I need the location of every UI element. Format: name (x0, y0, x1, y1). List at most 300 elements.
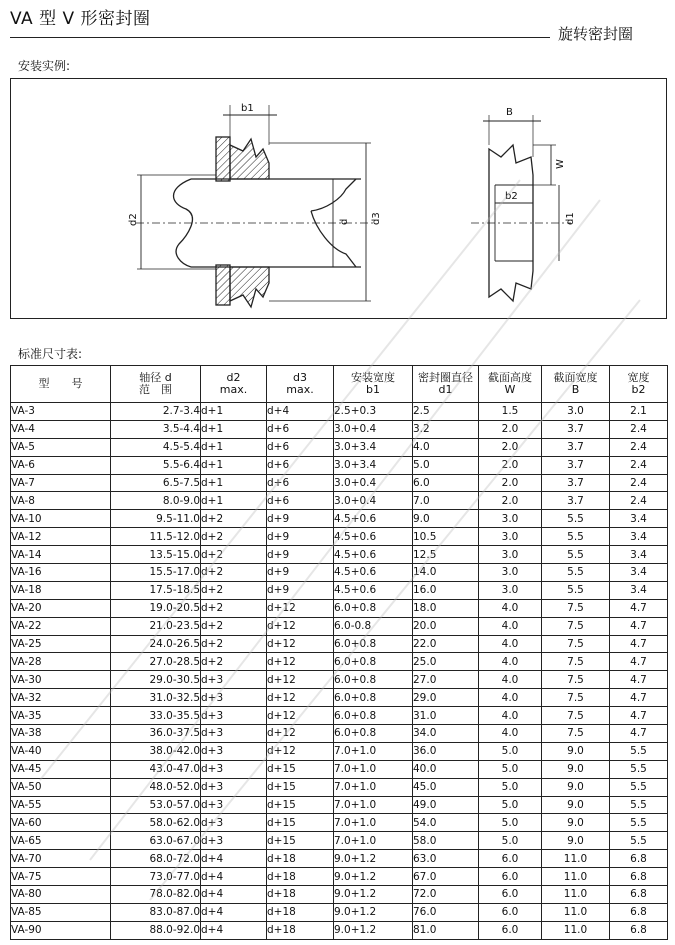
table-cell: 45.0 (413, 778, 479, 796)
header-d3: d3 max. (267, 366, 334, 403)
table-cell: VA-65 (11, 832, 111, 850)
table-cell: 9.0+1.2 (334, 850, 413, 868)
table-cell: 33.0-35.5 (111, 707, 201, 725)
table-row (11, 474, 668, 492)
table-cell: 3.4 (610, 581, 668, 599)
table-cell: 5.5 (610, 814, 668, 832)
table-cell: 7.5 (542, 725, 610, 743)
table-cell: 5.5 (542, 564, 610, 582)
table-row (11, 420, 668, 438)
table-cell: 3.0+3.4 (334, 456, 413, 474)
header-b2: 宽度 b2 (610, 366, 668, 403)
table-row (11, 546, 668, 564)
table-cell: d+4 (201, 921, 267, 939)
label-d2: d2 (128, 213, 139, 226)
table-cell: 4.5-5.4 (111, 438, 201, 456)
table-cell: 63.0 (413, 850, 479, 868)
table-cell: 2.5+0.3 (334, 403, 413, 421)
table-cell: d+2 (201, 510, 267, 528)
table-cell: 27.0-28.5 (111, 653, 201, 671)
table-cell: 4.7 (610, 635, 668, 653)
table-cell: 1.5 (479, 403, 542, 421)
table-cell: 9.0 (413, 510, 479, 528)
table-cell: 88.0-92.0 (111, 921, 201, 939)
table-cell: 5.5 (610, 832, 668, 850)
table-cell: 4.5+0.6 (334, 510, 413, 528)
table-cell: 21.0-23.5 (111, 617, 201, 635)
table-cell: 38.0-42.0 (111, 742, 201, 760)
table-cell: 58.0-62.0 (111, 814, 201, 832)
table-cell: 6.0+0.8 (334, 707, 413, 725)
table-cell: VA-45 (11, 760, 111, 778)
table-cell: d+9 (267, 564, 334, 582)
table-cell: VA-3 (11, 403, 111, 421)
table-row (11, 850, 668, 868)
table-cell: 81.0 (413, 921, 479, 939)
table-row (11, 886, 668, 904)
table-row (11, 689, 668, 707)
table-cell: 7.0+1.0 (334, 814, 413, 832)
table-cell: 9.0+1.2 (334, 903, 413, 921)
table-cell: 9.0 (542, 796, 610, 814)
table-row (11, 528, 668, 546)
table-cell: d+12 (267, 725, 334, 743)
table-cell: 9.0 (542, 832, 610, 850)
label-b2: b2 (505, 191, 518, 202)
table-cell: 3.4 (610, 564, 668, 582)
table-row (11, 599, 668, 617)
title-rule (10, 37, 550, 38)
table-header-row (11, 366, 668, 403)
table-cell: 17.5-18.5 (111, 581, 201, 599)
table-cell: 11.5-12.0 (111, 528, 201, 546)
table-cell: 19.0-20.5 (111, 599, 201, 617)
table-row (11, 903, 668, 921)
table-cell: 6.0+0.8 (334, 725, 413, 743)
table-cell: d+2 (201, 581, 267, 599)
table-cell: d+1 (201, 438, 267, 456)
table-cell: VA-5 (11, 438, 111, 456)
table-cell: VA-50 (11, 778, 111, 796)
table-cell: 5.0 (479, 832, 542, 850)
table-cell: 29.0 (413, 689, 479, 707)
table-cell: d+18 (267, 903, 334, 921)
table-row (11, 760, 668, 778)
table-cell: d+15 (267, 796, 334, 814)
table-cell: 5.0 (479, 760, 542, 778)
table-cell: 9.0 (542, 742, 610, 760)
table-cell: 34.0 (413, 725, 479, 743)
table-cell: 2.4 (610, 456, 668, 474)
installation-diagram-frame (10, 78, 667, 319)
housing-wall-top (216, 137, 230, 181)
table-cell: 10.5 (413, 528, 479, 546)
table-cell: VA-55 (11, 796, 111, 814)
table-cell: VA-75 (11, 868, 111, 886)
table-cell: 5.5 (542, 510, 610, 528)
table-cell: d+3 (201, 778, 267, 796)
table-cell: 3.0+3.4 (334, 438, 413, 456)
table-cell: 49.0 (413, 796, 479, 814)
label-d3: d3 (371, 212, 382, 225)
table-cell: d+6 (267, 492, 334, 510)
table-cell: 3.7 (542, 456, 610, 474)
table-cell: 3.7 (542, 420, 610, 438)
table-cell: d+18 (267, 921, 334, 939)
table-cell: 5.0 (479, 814, 542, 832)
header-shaft-range: 轴径 d 范 围 (111, 366, 201, 403)
table-cell: 6.0+0.8 (334, 671, 413, 689)
table-cell: 6.8 (610, 886, 668, 904)
table-cell: 5.5 (610, 796, 668, 814)
table-cell: 58.0 (413, 832, 479, 850)
table-cell: VA-10 (11, 510, 111, 528)
table-cell: 31.0 (413, 707, 479, 725)
table-cell: 7.5 (542, 707, 610, 725)
table-cell: 20.0 (413, 617, 479, 635)
table-row (11, 403, 668, 421)
table-cell: VA-85 (11, 903, 111, 921)
table-cell: 3.7 (542, 438, 610, 456)
table-cell: 6.0 (479, 921, 542, 939)
table-cell: 4.0 (479, 689, 542, 707)
table-cell: 4.0 (479, 671, 542, 689)
table-cell: 5.5 (542, 581, 610, 599)
table-cell: 7.0+1.0 (334, 832, 413, 850)
table-cell: 3.5-4.4 (111, 420, 201, 438)
table-cell: VA-8 (11, 492, 111, 510)
table-cell: d+9 (267, 546, 334, 564)
table-row (11, 564, 668, 582)
table-cell: d+2 (201, 564, 267, 582)
table-cell: d+1 (201, 456, 267, 474)
header-b1: 安装宽度 b1 (334, 366, 413, 403)
table-cell: d+3 (201, 832, 267, 850)
table-cell: 48.0-52.0 (111, 778, 201, 796)
table-cell: 2.7-3.4 (111, 403, 201, 421)
table-cell: 9.0+1.2 (334, 868, 413, 886)
table-cell: VA-12 (11, 528, 111, 546)
table-cell: d+15 (267, 832, 334, 850)
table-cell: d+4 (201, 886, 267, 904)
table-row (11, 832, 668, 850)
table-cell: 6.0-0.8 (334, 617, 413, 635)
table-cell: 27.0 (413, 671, 479, 689)
table-cell: 4.7 (610, 617, 668, 635)
table-cell: 5.5 (610, 760, 668, 778)
table-cell: 7.0+1.0 (334, 760, 413, 778)
table-cell: 6.8 (610, 921, 668, 939)
table-cell: 2.4 (610, 492, 668, 510)
table-cell: 7.0+1.0 (334, 778, 413, 796)
table-cell: 9.0 (542, 778, 610, 796)
table-cell: 53.0-57.0 (111, 796, 201, 814)
table-cell: 4.0 (479, 725, 542, 743)
table-cell: 9.0+1.2 (334, 921, 413, 939)
table-cell: d+4 (201, 868, 267, 886)
table-cell: 5.0 (479, 796, 542, 814)
table-cell: 4.7 (610, 725, 668, 743)
table-cell: VA-18 (11, 581, 111, 599)
table-cell: 29.0-30.5 (111, 671, 201, 689)
installation-example-heading: 安装实例: (18, 59, 71, 73)
table-cell: 4.0 (479, 653, 542, 671)
table-cell: 3.7 (542, 474, 610, 492)
table-cell: d+9 (267, 510, 334, 528)
table-cell: d+6 (267, 456, 334, 474)
table-cell: 2.0 (479, 456, 542, 474)
table-cell: d+3 (201, 707, 267, 725)
header-w: 截面高度 W (479, 366, 542, 403)
table-cell: 3.0 (479, 510, 542, 528)
table-cell: 11.0 (542, 886, 610, 904)
table-cell: 2.4 (610, 438, 668, 456)
table-row (11, 510, 668, 528)
table-cell: d+2 (201, 617, 267, 635)
table-cell: d+12 (267, 689, 334, 707)
table-row (11, 796, 668, 814)
table-cell: 6.0 (479, 868, 542, 886)
table-cell: 2.1 (610, 403, 668, 421)
table-row (11, 778, 668, 796)
table-cell: d+12 (267, 617, 334, 635)
table-cell: 5.0 (479, 778, 542, 796)
table-cell: d+3 (201, 796, 267, 814)
table-cell: VA-22 (11, 617, 111, 635)
table-cell: 7.0+1.0 (334, 796, 413, 814)
header-d1: 密封圈直径 d1 (413, 366, 479, 403)
table-cell: 6.0 (479, 850, 542, 868)
table-row (11, 438, 668, 456)
table-cell: VA-70 (11, 850, 111, 868)
table-cell: 4.5+0.6 (334, 528, 413, 546)
table-cell: d+3 (201, 671, 267, 689)
table-cell: d+18 (267, 886, 334, 904)
page-subtitle: 旋转密封圈 (558, 25, 634, 43)
table-cell: 6.5-7.5 (111, 474, 201, 492)
table-cell: 73.0-77.0 (111, 868, 201, 886)
table-cell: 5.5 (542, 546, 610, 564)
table-cell: 3.7 (542, 492, 610, 510)
table-cell: 9.0 (542, 814, 610, 832)
table-cell: d+12 (267, 707, 334, 725)
table-cell: d+12 (267, 671, 334, 689)
table-cell: 4.7 (610, 599, 668, 617)
table-cell: VA-80 (11, 886, 111, 904)
table-cell: 3.0 (479, 546, 542, 564)
table-cell: VA-4 (11, 420, 111, 438)
table-cell: 36.0 (413, 742, 479, 760)
table-row (11, 671, 668, 689)
table-cell: d+1 (201, 492, 267, 510)
table-cell: 3.4 (610, 510, 668, 528)
table-row (11, 814, 668, 832)
table-cell: VA-35 (11, 707, 111, 725)
table-row (11, 456, 668, 474)
table-row (11, 868, 668, 886)
table-cell: VA-90 (11, 921, 111, 939)
table-cell: d+3 (201, 725, 267, 743)
table-cell: 11.0 (542, 868, 610, 886)
table-cell: 5.0 (413, 456, 479, 474)
table-cell: 36.0-37.5 (111, 725, 201, 743)
table-cell: d+6 (267, 474, 334, 492)
table-cell: 8.0-9.0 (111, 492, 201, 510)
table-cell: 76.0 (413, 903, 479, 921)
table-cell: 31.0-32.5 (111, 689, 201, 707)
label-w: W (555, 159, 566, 169)
table-cell: d+12 (267, 635, 334, 653)
table-cell: 12.5 (413, 546, 479, 564)
table-cell: d+12 (267, 599, 334, 617)
table-cell: d+18 (267, 868, 334, 886)
table-cell: 4.5+0.6 (334, 546, 413, 564)
table-row (11, 617, 668, 635)
table-cell: VA-38 (11, 725, 111, 743)
table-cell: 7.0 (413, 492, 479, 510)
table-cell: 63.0-67.0 (111, 832, 201, 850)
table-cell: 67.0 (413, 868, 479, 886)
table-cell: 9.5-11.0 (111, 510, 201, 528)
table-row (11, 635, 668, 653)
table-cell: VA-30 (11, 671, 111, 689)
table-cell: d+2 (201, 528, 267, 546)
table-row (11, 742, 668, 760)
table-cell: 3.4 (610, 528, 668, 546)
label-d1: d1 (565, 212, 576, 225)
table-cell: 2.0 (479, 420, 542, 438)
label-d: d (339, 218, 350, 225)
table-cell: d+1 (201, 474, 267, 492)
table-cell: d+12 (267, 742, 334, 760)
table-cell: 4.7 (610, 653, 668, 671)
table-cell: 6.0 (479, 886, 542, 904)
table-cell: 11.0 (542, 903, 610, 921)
table-cell: 11.0 (542, 921, 610, 939)
table-cell: 40.0 (413, 760, 479, 778)
table-row (11, 707, 668, 725)
table-cell: 43.0-47.0 (111, 760, 201, 778)
table-cell: 4.0 (479, 617, 542, 635)
table-cell: 13.5-15.0 (111, 546, 201, 564)
table-cell: 4.5+0.6 (334, 564, 413, 582)
table-cell: 6.0+0.8 (334, 653, 413, 671)
table-cell: 6.0+0.8 (334, 635, 413, 653)
page-title: VA 型 V 形密封圈 (10, 9, 151, 29)
table-cell: d+2 (201, 635, 267, 653)
table-cell: VA-32 (11, 689, 111, 707)
table-cell: 6.8 (610, 850, 668, 868)
table-cell: 18.0 (413, 599, 479, 617)
seal-bottom (230, 267, 269, 307)
table-cell: 7.0+1.0 (334, 742, 413, 760)
table-cell: d+6 (267, 420, 334, 438)
table-cell: 6.0+0.8 (334, 689, 413, 707)
table-cell: 22.0 (413, 635, 479, 653)
table-cell: d+3 (201, 760, 267, 778)
label-b: B (506, 107, 513, 118)
housing-wall-bottom (216, 265, 230, 305)
table-cell: 7.5 (542, 599, 610, 617)
table-cell: d+4 (201, 850, 267, 868)
size-table-heading: 标准尺寸表: (18, 347, 83, 361)
table-cell: d+15 (267, 778, 334, 796)
table-cell: VA-7 (11, 474, 111, 492)
table-cell: d+4 (201, 903, 267, 921)
table-cell: VA-60 (11, 814, 111, 832)
table-cell: 6.0 (479, 903, 542, 921)
table-cell: d+1 (201, 403, 267, 421)
seal-top (230, 139, 269, 179)
table-cell: 3.0 (479, 528, 542, 546)
table-cell: d+15 (267, 760, 334, 778)
table-cell: 2.0 (479, 474, 542, 492)
table-cell: 5.5-6.4 (111, 456, 201, 474)
size-table (10, 365, 668, 940)
table-cell: 2.4 (610, 474, 668, 492)
table-cell: d+2 (201, 599, 267, 617)
table-cell: 4.7 (610, 671, 668, 689)
table-row (11, 653, 668, 671)
table-row (11, 725, 668, 743)
table-cell: d+3 (201, 689, 267, 707)
table-cell: 68.0-72.0 (111, 850, 201, 868)
table-cell: 25.0 (413, 653, 479, 671)
table-cell: VA-14 (11, 546, 111, 564)
table-cell: 3.0 (479, 581, 542, 599)
table-cell: 14.0 (413, 564, 479, 582)
table-cell: 5.0 (479, 742, 542, 760)
table-cell: VA-20 (11, 599, 111, 617)
table-cell: 72.0 (413, 886, 479, 904)
table-cell: d+2 (201, 653, 267, 671)
table-cell: 3.0 (479, 564, 542, 582)
label-b1: b1 (241, 103, 254, 114)
table-cell: 3.0+0.4 (334, 474, 413, 492)
table-cell: 6.8 (610, 903, 668, 921)
table-cell: 4.0 (479, 707, 542, 725)
table-cell: 78.0-82.0 (111, 886, 201, 904)
header-d2: d2 max. (201, 366, 267, 403)
table-cell: 15.5-17.0 (111, 564, 201, 582)
header-b: 截面宽度 B (542, 366, 610, 403)
table-cell: 24.0-26.5 (111, 635, 201, 653)
table-cell: 7.5 (542, 617, 610, 635)
table-cell: VA-25 (11, 635, 111, 653)
table-row (11, 921, 668, 939)
table-cell: 4.0 (479, 599, 542, 617)
table-cell: 3.0 (542, 403, 610, 421)
table-row (11, 581, 668, 599)
table-cell: 3.0+0.4 (334, 420, 413, 438)
table-cell: 4.0 (413, 438, 479, 456)
table-cell: d+18 (267, 850, 334, 868)
table-cell: 7.5 (542, 653, 610, 671)
table-cell: d+9 (267, 581, 334, 599)
table-cell: 16.0 (413, 581, 479, 599)
table-row (11, 492, 668, 510)
table-cell: 9.0 (542, 760, 610, 778)
table-cell: 3.2 (413, 420, 479, 438)
table-cell: 54.0 (413, 814, 479, 832)
table-cell: 7.5 (542, 671, 610, 689)
table-cell: 83.0-87.0 (111, 903, 201, 921)
table-cell: d+9 (267, 528, 334, 546)
table-cell: d+15 (267, 814, 334, 832)
table-cell: VA-6 (11, 456, 111, 474)
table-cell: VA-28 (11, 653, 111, 671)
table-cell: d+12 (267, 653, 334, 671)
